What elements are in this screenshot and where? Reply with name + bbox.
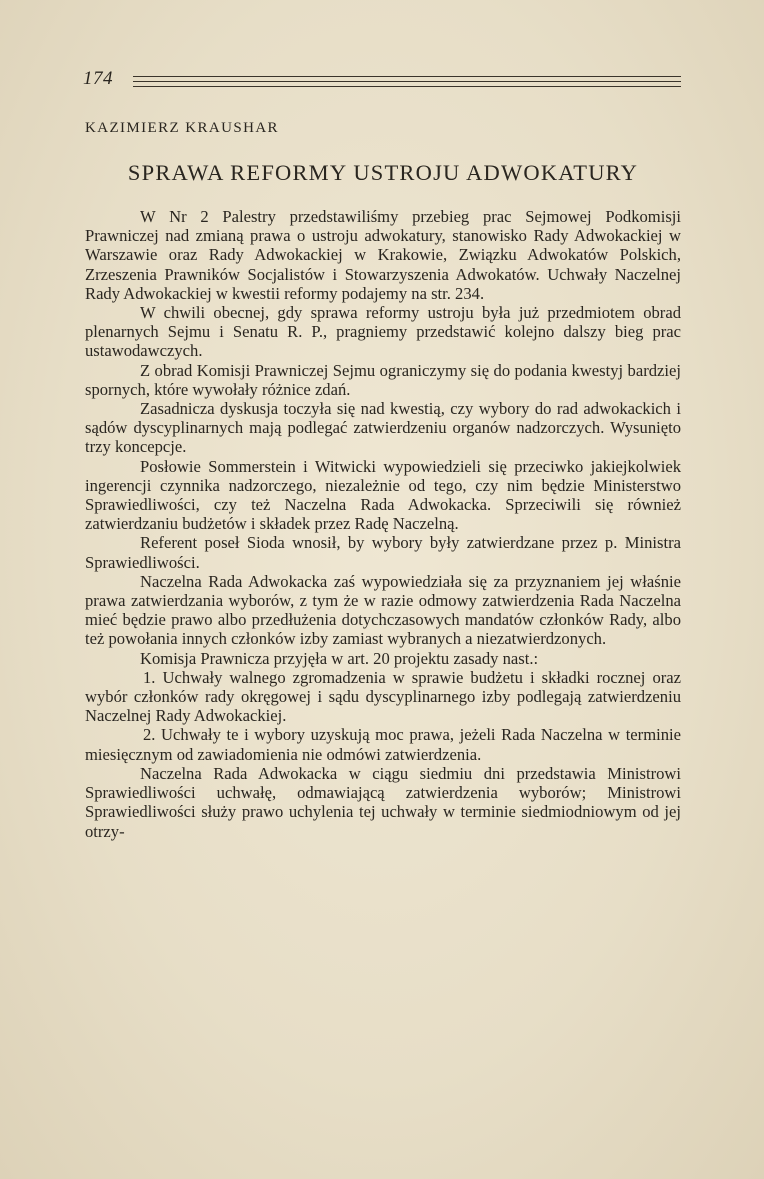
paragraph: W Nr 2 Palestry przedstawiliśmy przebieg prac Sejmowej Podkomisji Prawniczej nad zmianą prawa o ustroju adwokatury, stanowisko Rady Adwokackiej w Warszawie oraz Rady Adwokackiej w Krakowie, Związku Adwokatów Polskich, Zrzeszenia Prawników Socjalistów i Stowarzyszenia Adwokatów. Uchwały Naczelnej Rady Adwokackiej w kwestii reformy podajemy na str. 234. bbox=[85, 207, 681, 303]
header-rule bbox=[133, 81, 681, 82]
list-item: 1. Uchwały walnego zgromadzenia w sprawie budżetu i składki rocznej oraz wybór członków rady okręgowej i sądu dyscyplinarnego izby podlegają zatwierdzeniu Naczelnej Rady Adwokackiej. bbox=[85, 667, 681, 726]
page-number: 174 bbox=[83, 68, 113, 89]
header-rule bbox=[133, 86, 681, 87]
paragraph: Zasadnicza dyskusja toczyła się nad kwestią, czy wybory do rad adwokackich i sądów dyscyplinarnych mają podlegać zatwierdzeniu organów nadzorczych. Wysunięto trzy koncepcje. bbox=[85, 399, 681, 457]
paragraph: Naczelna Rada Adwokacka w ciągu siedmiu dni przedstawia Ministrowi Sprawiedliwości uchwałę, odmawiającą zatwierdzenia wyborów; Ministrowi Sprawiedliwości służy prawo uchylenia tej uchwały w terminie siedmiodniowym od jej otrzy- bbox=[85, 763, 681, 841]
article-title: SPRAWA REFORMY USTROJU ADWOKATURY bbox=[127, 160, 639, 185]
list-item: 2. Uchwały te i wybory uzyskują moc prawa, jeżeli Rada Naczelna w terminie miesięcznym od zawiadomienia nie odmówi zatwierdzenia. bbox=[85, 725, 681, 764]
paragraph: Z obrad Komisji Prawniczej Sejmu ograniczymy się do podania kwestyj bardziej spornych, które wywołały różnice zdań. bbox=[85, 360, 681, 399]
article-body bbox=[85, 207, 681, 841]
running-header bbox=[83, 68, 683, 98]
header-rule bbox=[133, 76, 681, 77]
paragraph: Posłowie Sommerstein i Witwicki wypowiedzieli się przeciwko jakiejkolwiek ingerencji czynnika nadzorczego, niezależnie od tego, czy nim będzie Ministerstwo Sprawiedliwości, czy też Naczelna Rada Adwokacka. Sprzeciwili się również zatwierdzaniu budżetów i składek przez Radę Naczelną. bbox=[85, 456, 681, 534]
paragraph: Komisja Prawnicza przyjęła w art. 20 projektu zasady nast.: bbox=[140, 648, 539, 668]
paragraph: Naczelna Rada Adwokacka zaś wypowiedziała się za przyznaniem jej właśnie prawa zatwierdzania wyborów, z tym że w razie odmowy zatwierdzenia Rada Naczelna mieć będzie prawo albo przedłużenia dotychczasowych mandatów członków Rady, albo też powołania innych członków izby zamiast wybranych a niezatwierdzonych. bbox=[85, 571, 681, 649]
paragraph: W chwili obecnej, gdy sprawa reformy ustroju była już przedmiotem obrad plenarnych Sejmu i Senatu R. P., pragniemy przedstawić kolejno dalszy bieg prac ustawodawczych. bbox=[85, 303, 681, 361]
paragraph: Referent poseł Sioda wnosił, by wybory były zatwierdzane przez p. Ministra Sprawiedliwości. bbox=[85, 533, 681, 572]
author-name: KAZIMIERZ KRAUSHAR bbox=[85, 120, 279, 136]
